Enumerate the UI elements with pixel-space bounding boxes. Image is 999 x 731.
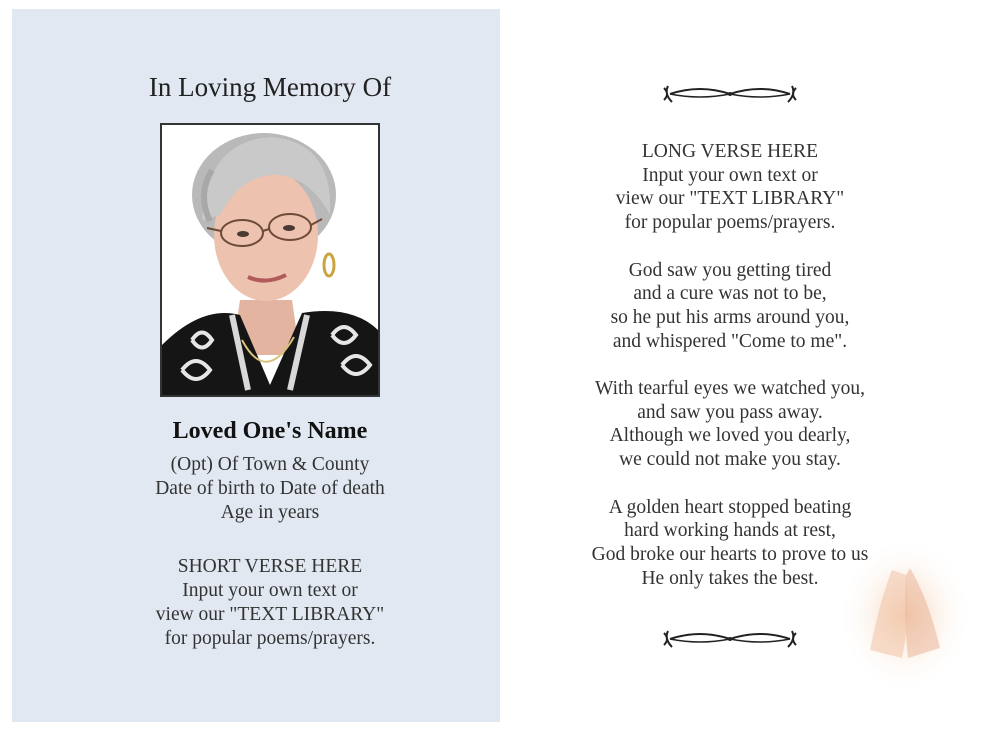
dates: Date of birth to Date of death — [155, 478, 385, 499]
age: Age in years — [220, 502, 320, 523]
verse-line: for popular poems/prayers. — [164, 628, 376, 649]
verse-line: Input your own text or — [642, 164, 818, 186]
verse-line: A golden heart stopped beating — [608, 496, 852, 518]
portrait-image — [162, 125, 378, 395]
town-county: (Opt) Of Town & County — [170, 454, 370, 475]
flourish-divider-icon — [660, 627, 800, 651]
verse-line: so he put his arms around you, — [610, 306, 850, 328]
details-block — [0, 453, 540, 525]
verse-line: Although we loved you dearly, — [609, 425, 851, 447]
verse-line: God saw you getting tired — [628, 259, 832, 281]
verse-line: SHORT VERSE HERE — [177, 556, 363, 577]
verse-line: and whispered "Come to me". — [612, 330, 848, 352]
short-verse — [0, 555, 540, 651]
verse-line: for popular poems/prayers. — [624, 212, 836, 234]
portrait-photo — [160, 123, 380, 397]
verse-line: hard working hands at rest, — [624, 520, 836, 542]
praying-hands-icon — [840, 540, 970, 690]
verse-line: Input your own text or — [182, 580, 358, 601]
long-verse — [480, 140, 980, 590]
memorial-heading: In Loving Memory Of — [148, 72, 392, 102]
verse-line: view our "TEXT LIBRARY" — [615, 188, 845, 210]
flourish-divider-icon — [660, 82, 800, 106]
verse-line: God broke our hearts to prove to us — [591, 543, 869, 565]
verse-line: and a cure was not to be, — [633, 283, 827, 305]
verse-line: we could not make you stay. — [619, 449, 841, 471]
verse-line: He only takes the best. — [641, 567, 819, 589]
verse-line: view our "TEXT LIBRARY" — [155, 604, 385, 625]
verse-line: and saw you pass away. — [637, 401, 823, 423]
loved-one-name: Loved One's Name — [172, 418, 368, 444]
verse-line: With tearful eyes we watched you, — [595, 378, 865, 399]
verse-line: LONG VERSE HERE — [641, 141, 819, 162]
